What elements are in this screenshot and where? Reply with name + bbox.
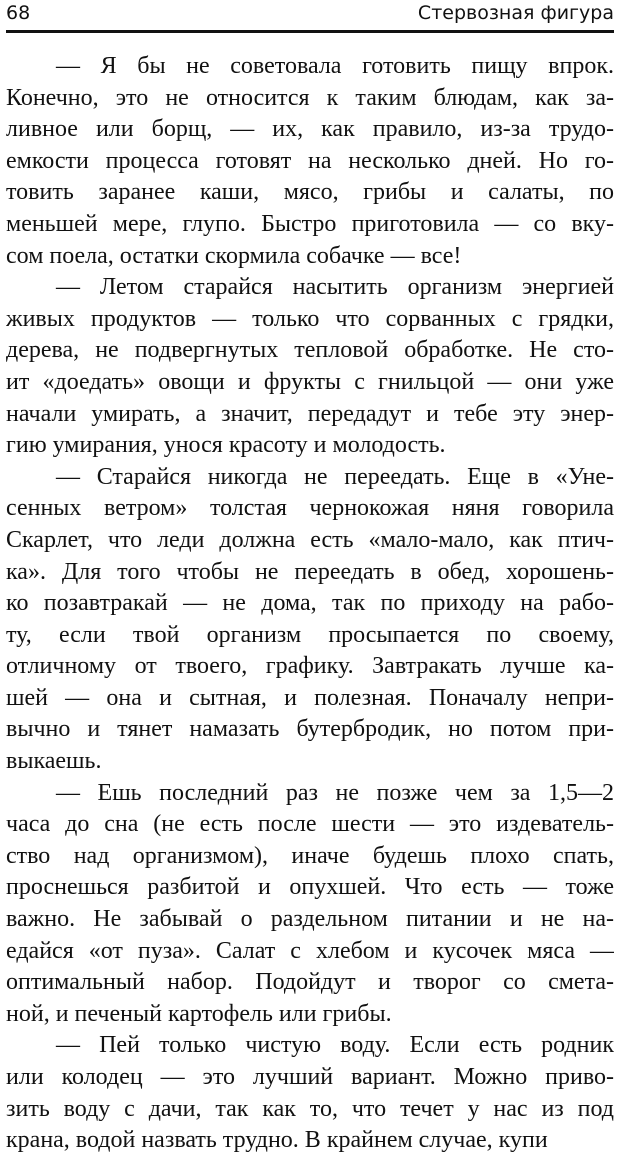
header-rule	[6, 30, 614, 33]
text-line: оптимальный набор. Подойдут и творог со смета-	[6, 969, 614, 996]
text-line: меньшей мере, глупо. Быстро приготовила — со вку-	[6, 210, 614, 237]
text-line: ливное или борщ, — их, как правило, из-за трудо-	[6, 116, 614, 143]
text-line: важно. Не забывай о раздельном питании и не на-	[6, 906, 614, 933]
text-line: ной, и печеный картофель или грибы.	[6, 1000, 392, 1027]
text-line: или колодец — это лучший вариант. Можно приво-	[6, 1064, 614, 1090]
text-line: ство над организмом), иначе будешь плохо спать,	[6, 842, 614, 869]
paragraph	[6, 272, 614, 462]
text-line: шей — она и сытная, и полезная. Поначалу непри-	[6, 684, 614, 711]
text-line: ит «доедать» овощи и фрукты с гнильцой — они уже	[6, 368, 614, 395]
paragraph	[6, 778, 614, 1031]
page-number: 68	[6, 2, 31, 24]
text-line: — Пей только чистую воду. Если есть родник	[56, 1032, 614, 1059]
text-line: ка». Для того чтобы не переедать в обед, хорошень-	[6, 558, 614, 585]
text-line: выкаешь.	[6, 748, 102, 775]
text-line: ту, если твой организм просыпается по своему,	[6, 621, 614, 648]
text-line: — Ешь последний раз не позже чем за 1,5—2	[56, 779, 614, 806]
text-line: — Старайся никогда не переедать. Еще в «Уне-	[56, 463, 614, 490]
text-line: ко позавтракай — не дома, так по приходу на рабо-	[6, 590, 614, 617]
text-line: Скарлет, что леди должна есть «мало-мало, как птич-	[6, 526, 614, 553]
text-line: живых продуктов — только что сорванных с грядки,	[6, 305, 614, 332]
paragraph	[6, 51, 614, 272]
text-line: отличному от твоего, графику. Завтракать лучше ка-	[6, 653, 614, 680]
text-line: — Я бы не советовала готовить пищу впрок.	[56, 53, 614, 79]
text-line: Конечно, это не относится к таким блюдам, как за-	[6, 84, 614, 111]
text-line: сом поела, остатки скормила собачке — все!	[6, 242, 462, 269]
text-line: — Летом старайся насытить организм энергией	[56, 274, 614, 301]
running-header	[6, 0, 614, 30]
paragraph	[6, 1030, 614, 1156]
body-text	[6, 51, 614, 1157]
text-line: проснешься разбитой и опухшей. Что есть — тоже	[6, 874, 614, 901]
running-title: Стервозная фигура	[417, 2, 614, 24]
text-line: часа до сна (не есть после шести — это издеватель-	[6, 811, 614, 838]
text-line: едайся «от пуза». Салат с хлебом и кусочек мяса —	[6, 937, 614, 964]
text-line: начали умирать, а значит, передадут и тебе эту энер-	[6, 400, 614, 427]
text-line: вычно и тянет намазать бутербродик, но потом при-	[6, 716, 614, 743]
text-line: гию умирания, унося красоту и молодость.	[6, 432, 446, 459]
text-line: крана, водой назвать трудно. В крайнем случае, купи	[6, 1127, 548, 1154]
paragraph	[6, 462, 614, 778]
text-line: товить заранее каши, мясо, грибы и салаты, по	[6, 179, 614, 206]
text-line: емкости процесса готовят на несколько дней. Но го-	[6, 147, 614, 174]
text-line: зить воду с дачи, так как то, что течет у нас из под	[6, 1095, 614, 1122]
text-line: дерева, не подвергнутых тепловой обработке. Не сто-	[6, 337, 614, 364]
text-line: сенных ветром» толстая чернокожая няня говорила	[6, 495, 614, 522]
